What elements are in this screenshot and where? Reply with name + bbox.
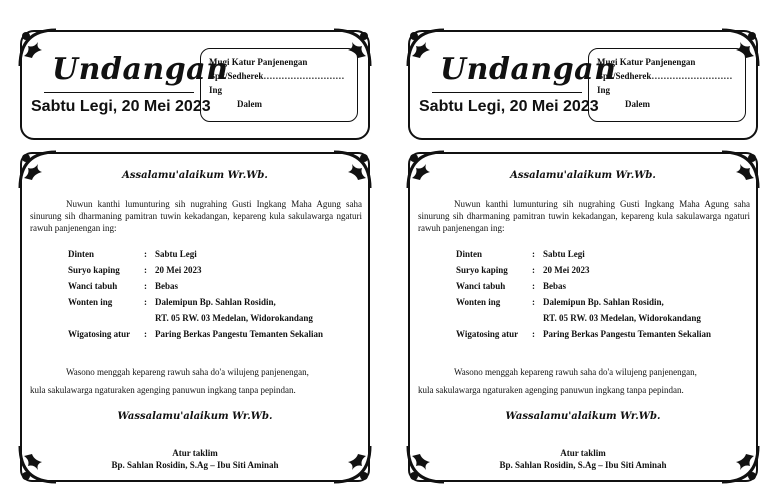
title-underline (432, 92, 582, 93)
host-names: Bp. Sahlan Rosidin, S.Ag – Ibu Siti Aminah (499, 460, 667, 470)
event-date: Sabtu Legi, 20 Mei 2023 (419, 98, 599, 115)
detail-value: RT. 05 RW. 03 Medelan, Widorokandang (155, 313, 313, 323)
detail-row (456, 313, 756, 329)
detail-colon: : (532, 265, 535, 275)
opening-greeting: Assalamu'alaikum Wr.Wb. (510, 170, 656, 181)
recipient-line: Bpk/Sedherek……………………… (209, 71, 345, 81)
recipient-line: Mugi Katur Panjenengan (597, 57, 696, 67)
detail-colon: : (532, 329, 535, 339)
request-text: Wasono menggah kepareng rawuh saha do'a wilujeng panjenengan, (454, 367, 697, 377)
request-paragraph (418, 384, 750, 396)
title-underline (44, 92, 194, 93)
detail-row (456, 265, 756, 281)
detail-value: Bebas (155, 281, 179, 291)
detail-key: Dinten (68, 249, 95, 259)
detail-key: Wigatosing atur (456, 329, 519, 339)
request-paragraph (30, 366, 362, 378)
request-text: kula sakulawarga ngaturaken agenging panuwun ingkang tanpa pepindan. (30, 385, 296, 395)
invitation-right (388, 0, 768, 503)
detail-colon: : (532, 281, 535, 291)
request-paragraph (418, 366, 750, 378)
detail-key: Wanci tabuh (68, 281, 118, 291)
invitation-title: Undangan (440, 52, 617, 87)
detail-value: 20 Mei 2023 (543, 265, 590, 275)
ornament-corner-icon (718, 148, 762, 192)
host-names: Bp. Sahlan Rosidin, S.Ag – Ibu Siti Aminah (111, 460, 279, 470)
detail-key: Wigatosing atur (68, 329, 131, 339)
closing-greeting: Wassalamu'alaikum Wr.Wb. (117, 411, 273, 422)
detail-key: Wanci tabuh (456, 281, 506, 291)
invitation-card (408, 152, 758, 482)
recipient-line: Mugi Katur Panjenengan (209, 57, 308, 67)
ornament-corner-icon (16, 148, 60, 192)
cover-panel (20, 30, 370, 140)
detail-colon: : (532, 249, 535, 259)
detail-row (68, 249, 368, 265)
ornament-corner-icon (404, 148, 448, 192)
opening-greeting: Assalamu'alaikum Wr.Wb. (122, 170, 268, 181)
detail-value: Paring Berkas Pangestu Temanten Sekalian (155, 329, 324, 339)
cover-panel (408, 30, 758, 140)
invitation-left (0, 0, 380, 503)
closing-greeting: Wassalamu'alaikum Wr.Wb. (505, 411, 661, 422)
intro-paragraph (30, 198, 362, 234)
ornament-corner-icon (330, 148, 374, 192)
detail-value: Sabtu Legi (155, 249, 197, 259)
detail-value: 20 Mei 2023 (155, 265, 202, 275)
detail-colon: : (144, 329, 147, 339)
intro-text: Nuwun kanthi lumunturing sih nugrahing Gusti Ingkang Maha Agung saha sinurung sih dharmaning pamitran tuwin kekadangan, kepareng kula sakulawarga ngaturi rawuh panjenengan ing: (418, 199, 750, 233)
detail-value: Dalemipun Bp. Sahlan Rosidin, (543, 297, 664, 307)
detail-value: Paring Berkas Pangestu Temanten Sekalian (543, 329, 712, 339)
ornament-corner-icon (16, 26, 60, 70)
ornament-corner-icon (718, 442, 762, 486)
ornament-corner-icon (330, 26, 374, 70)
detail-row (456, 297, 756, 313)
detail-row (456, 329, 756, 345)
request-text: kula sakulawarga ngaturaken agenging panuwun ingkang tanpa pepindan. (418, 385, 684, 395)
detail-key: Wonten ing (68, 297, 113, 307)
recipient-line: Dalem (625, 99, 650, 109)
detail-key: Suryo kaping (456, 265, 508, 275)
detail-row (456, 249, 756, 265)
detail-row (68, 329, 368, 345)
recipient-line: Dalem (237, 99, 262, 109)
recipient-line: Ing (209, 85, 223, 95)
detail-key: Wonten ing (456, 297, 501, 307)
recipient-line: Ing (597, 85, 611, 95)
detail-row (68, 265, 368, 281)
detail-row (68, 297, 368, 313)
ornament-corner-icon (16, 442, 60, 486)
detail-colon: : (144, 265, 147, 275)
invitation-title: Undangan (52, 52, 229, 87)
ornament-corner-icon (718, 26, 762, 70)
detail-colon: : (144, 281, 147, 291)
detail-row (68, 313, 368, 329)
request-text: Wasono menggah kepareng rawuh saha do'a wilujeng panjenengan, (66, 367, 309, 377)
ornament-corner-icon (404, 26, 448, 70)
detail-value: Sabtu Legi (543, 249, 585, 259)
detail-value: Bebas (543, 281, 567, 291)
detail-colon: : (144, 297, 147, 307)
event-details (68, 249, 368, 345)
event-details (456, 249, 756, 345)
atur-taklim: Atur taklim (172, 448, 218, 458)
detail-row (456, 281, 756, 297)
detail-colon: : (532, 297, 535, 307)
detail-key: Dinten (456, 249, 483, 259)
detail-value: RT. 05 RW. 03 Medelan, Widorokandang (543, 313, 701, 323)
recipient-line: Bpk/Sedherek……………………… (597, 71, 733, 81)
detail-value: Dalemipun Bp. Sahlan Rosidin, (155, 297, 276, 307)
detail-key: Suryo kaping (68, 265, 120, 275)
intro-text: Nuwun kanthi lumunturing sih nugrahing Gusti Ingkang Maha Agung saha sinurung sih dharmaning pamitran tuwin kekadangan, kepareng kula sakulawarga ngaturi rawuh panjenengan ing: (30, 199, 362, 233)
event-date: Sabtu Legi, 20 Mei 2023 (31, 98, 211, 115)
atur-taklim: Atur taklim (560, 448, 606, 458)
invitation-card (20, 152, 370, 482)
ornament-corner-icon (404, 442, 448, 486)
detail-colon: : (144, 249, 147, 259)
ornament-corner-icon (330, 442, 374, 486)
intro-paragraph (418, 198, 750, 234)
detail-row (68, 281, 368, 297)
request-paragraph (30, 384, 362, 396)
